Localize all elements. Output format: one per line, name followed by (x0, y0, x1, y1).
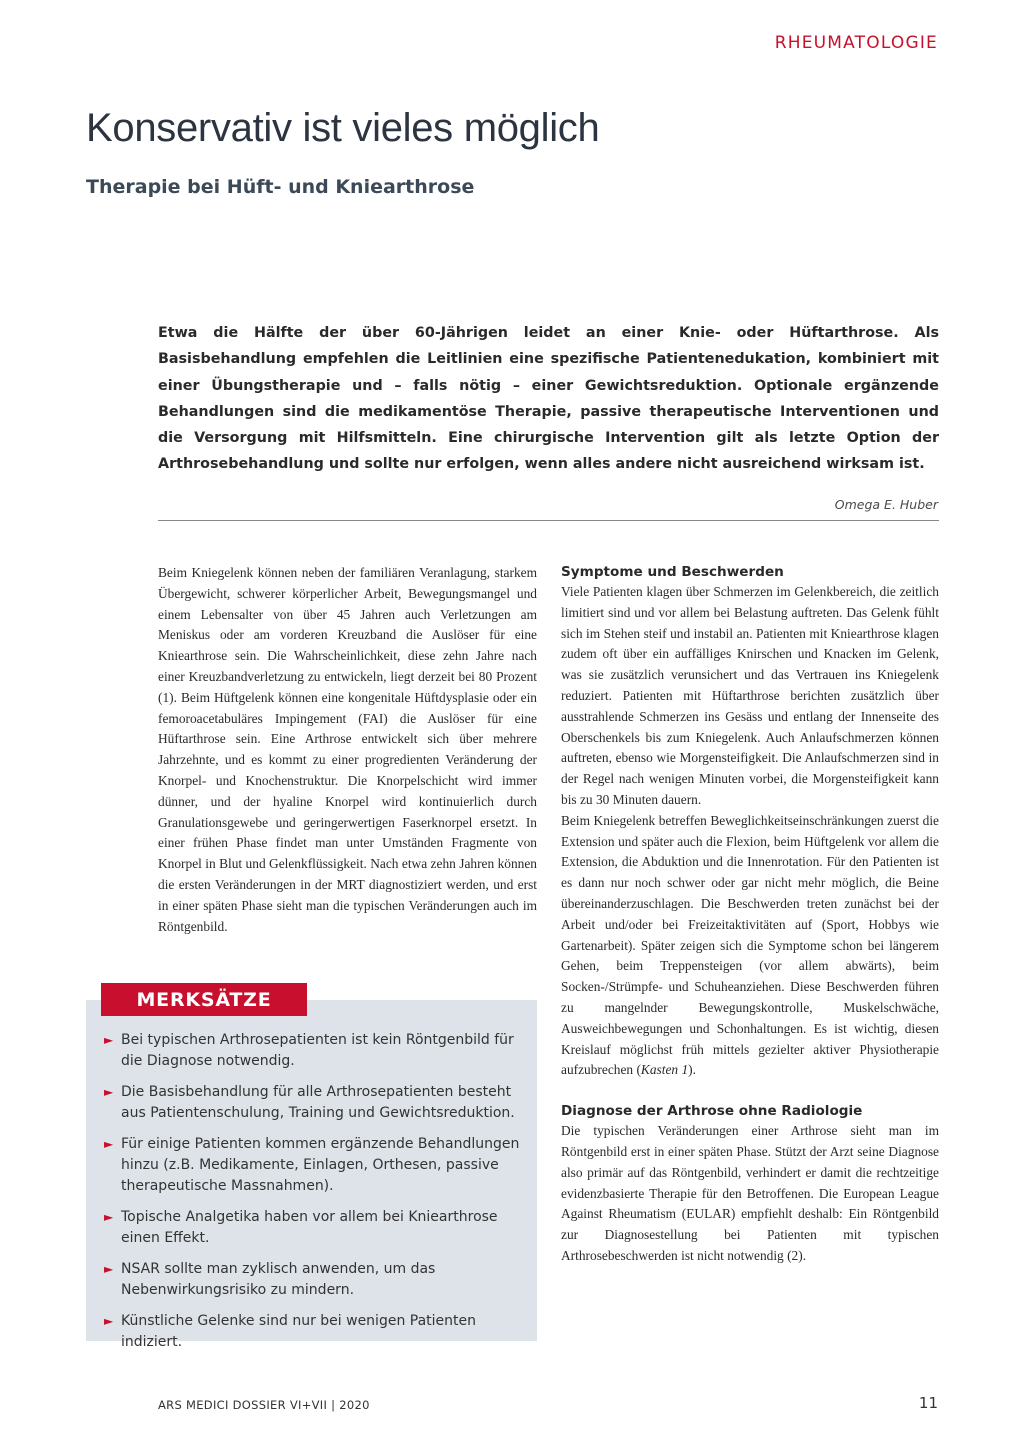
section-heading-symptome: Symptome und Beschwerden (561, 564, 784, 580)
lead-paragraph: Etwa die Hälfte der über 60-Jährigen leidet an einer Knie- oder Hüftarthrose. Als Basisbehandlung empfehlen die Leitlinien eine spezifische Patientenedukation, kombiniert mit einer Übungstherapie und – falls nötig – einer Gewichtsreduktion. Optionale ergänzende Behandlungen sind die medikamentöse Therapie, passive therapeutische Interventionen und die Versorgung mit Hilfsmitteln. Eine chirurgische Intervention gilt als letzte Option der Arthrosebehandlung und sollte nur erfolgen, wenn alles andere nicht ausreichend wirksam ist. (158, 325, 939, 473)
merksatz-item (104, 1207, 526, 1249)
merksatz-text: Künstliche Gelenke sind nur bei wenigen Patienten indiziert. (121, 1313, 477, 1350)
bullet-arrow-icon: ► (104, 1262, 114, 1276)
merksatz-item (104, 1030, 526, 1072)
bullet-arrow-icon: ► (104, 1210, 114, 1224)
merksatz-item (104, 1082, 526, 1124)
body-text: ). (688, 1062, 696, 1078)
article-title: Konservativ ist vieles möglich (86, 106, 600, 150)
merksatz-text: Für einige Patienten kommen ergänzende Behandlungen hinzu (z.B. Medikamente, Einlagen, Orthesen, passive therapeutische Massnahmen). (121, 1136, 520, 1194)
merksatz-item (104, 1311, 526, 1353)
section-label: RHEUMATOLOGIE (774, 33, 938, 53)
bullet-arrow-icon: ► (104, 1137, 114, 1151)
body-text: Beim Kniegelenk betreffen Beweglichkeitseinschränkungen zuerst die Extension und später auch die Flexion, beim Hüftgelenk vor allem die Extension, die Abduktion und die Innenrotation. Für den Patienten ist es dann nur noch schwer oder gar nicht mehr möglich, die Beine übereinanderzuschlagen. Die Beschwerden treten zunächst bei der Arbeit und/oder bei Freizeitaktivitäten auf (Sport, Hobbys wie Gartenarbeit). Später zeigen sich die Symptome schon bei längerem Gehen, beim Treppensteigen (vor allem abwärts), beim Socken-/Strümpfe- und Schuheanziehen. Diese Beschwerden führen zu mangelnder Bewegungskontrolle, Muskelschwäche, Ausweichbewegungen und Schonhaltungen. Es ist wichtig, diesen Kreislauf möglichst früh mittels gezielter aktiver Physiotherapie aufzubrechen ( (561, 812, 939, 1078)
merksaetze-list (104, 1030, 526, 1363)
article-subtitle: Therapie bei Hüft- und Kniearthrose (86, 176, 475, 198)
merksatz-text: Topische Analgetika haben vor allem bei Kniearthrose einen Effekt. (121, 1209, 498, 1246)
merksatz-text: NSAR sollte man zyklisch anwenden, um das Nebenwirkungsrisiko zu mindern. (121, 1261, 436, 1298)
body-column-left: Beim Kniegelenk können neben der familiären Veranlagung, starkem Übergewicht, schwerer körperlicher Arbeit, Bewegungsmangel und einem Lebensalter von über 45 Jahren auch Verletzungen am Meniskus oder am vorderen Kreuzband die Auslöser für eine Kniearthrose sein. Die Wahrscheinlichkeit, diese zehn Jahre nach einer Kreuzbandverletzung zu entwickeln, liegt derzeit bei 80 Prozent (1). Beim Hüftgelenk können eine kongenitale Hüftdysplasie oder ein femoroacetabuläres Impingement (FAI) die Auslöser für eine Hüftarthrose sein. Eine Arthrose entwickelt sich über mehrere Jahrzehnte, und es kommt zu einer progredienten Veränderung der Knorpel- und Knochenstruktur. Die Knorpelschicht wird immer dünner, und der hyaline Knorpel wird kontinuierlich durch Granulationsgewebe und geringerwertigen Faserknorpel ersetzt. In einer frühen Phase findet man unter Umständen Fragmente von Knorpel in Blut und Gelenkflüssigkeit. Nach etwa zehn Jahren können die ersten Veränderungen in der MRT diagnostiziert werden, und erst in einer späten Phase sieht man die typischen Veränderungen auch im Röntgenbild. (158, 565, 537, 934)
body-column-right (561, 562, 939, 1267)
section-heading-diagnose: Diagnose der Arthrose ohne Radiologie (561, 1103, 863, 1120)
merksaetze-title: MERKSÄTZE (101, 983, 307, 1016)
bullet-arrow-icon: ► (104, 1033, 114, 1047)
author-name: Omega E. Huber (834, 497, 938, 512)
page-number: 11 (918, 1394, 938, 1412)
body-paragraph (561, 811, 939, 1081)
bullet-arrow-icon: ► (104, 1314, 114, 1328)
box-reference: Kasten 1 (640, 1062, 689, 1078)
merksatz-item (104, 1134, 526, 1197)
journal-footer: ARS MEDICI DOSSIER VI+VII | 2020 (158, 1398, 370, 1412)
merksaetze-box (86, 1000, 537, 1350)
body-paragraph: Die typischen Veränderungen einer Arthrose sieht man im Röntgenbild erst in einer späten Phase. Stützt der Arzt seine Diagnose also primär auf das Röntgenbild, verhindert er damit die rechtzeitige evidenzbasierte Therapie für den Betroffenen. Die European League Against Rheumatism (EULAR) empfiehlt deshalb: Ein Röntgenbild zur Diagnosestellung bei Patienten mit typischen Arthrosebeschwerden ist nicht notwendig (2). (561, 1123, 939, 1263)
divider-rule (158, 520, 939, 521)
body-paragraph: Viele Patienten klagen über Schmerzen im Gelenkbereich, die zeitlich limitiert sind und vor allem bei Belastung auftreten. Das Gelenk fühlt sich im Stehen steif und instabil an. Patienten mit Kniearthrose klagen zudem oft über ein auffälliges Knirschen und Knacken im Gelenk, was sie zusätzlich verunsichert und das Vertrauen ins Kniegelenk reduziert. Patienten mit Hüftarthrose berichten zusätzlich über ausstrahlende Schmerzen ins Gesäss und entlang der Innenseite des Oberschenkels bis zum Kniegelenk. Auch Anlaufschmerzen können auftreten, ebenso wie Morgensteifigkeit. Die Anlaufschmerzen sind in der Regel nach wenigen Minuten vorbei, die Morgensteifigkeit kann bis zu 30 Minuten dauern. (561, 584, 939, 807)
bullet-arrow-icon: ► (104, 1085, 114, 1099)
merksatz-item (104, 1259, 526, 1301)
merksatz-text: Bei typischen Arthrosepatienten ist kein Röntgenbild für die Diagnose notwendig. (121, 1032, 514, 1069)
merksatz-text: Die Basisbehandlung für alle Arthrosepatienten besteht aus Patientenschulung, Training und Gewichtsreduktion. (121, 1084, 515, 1121)
